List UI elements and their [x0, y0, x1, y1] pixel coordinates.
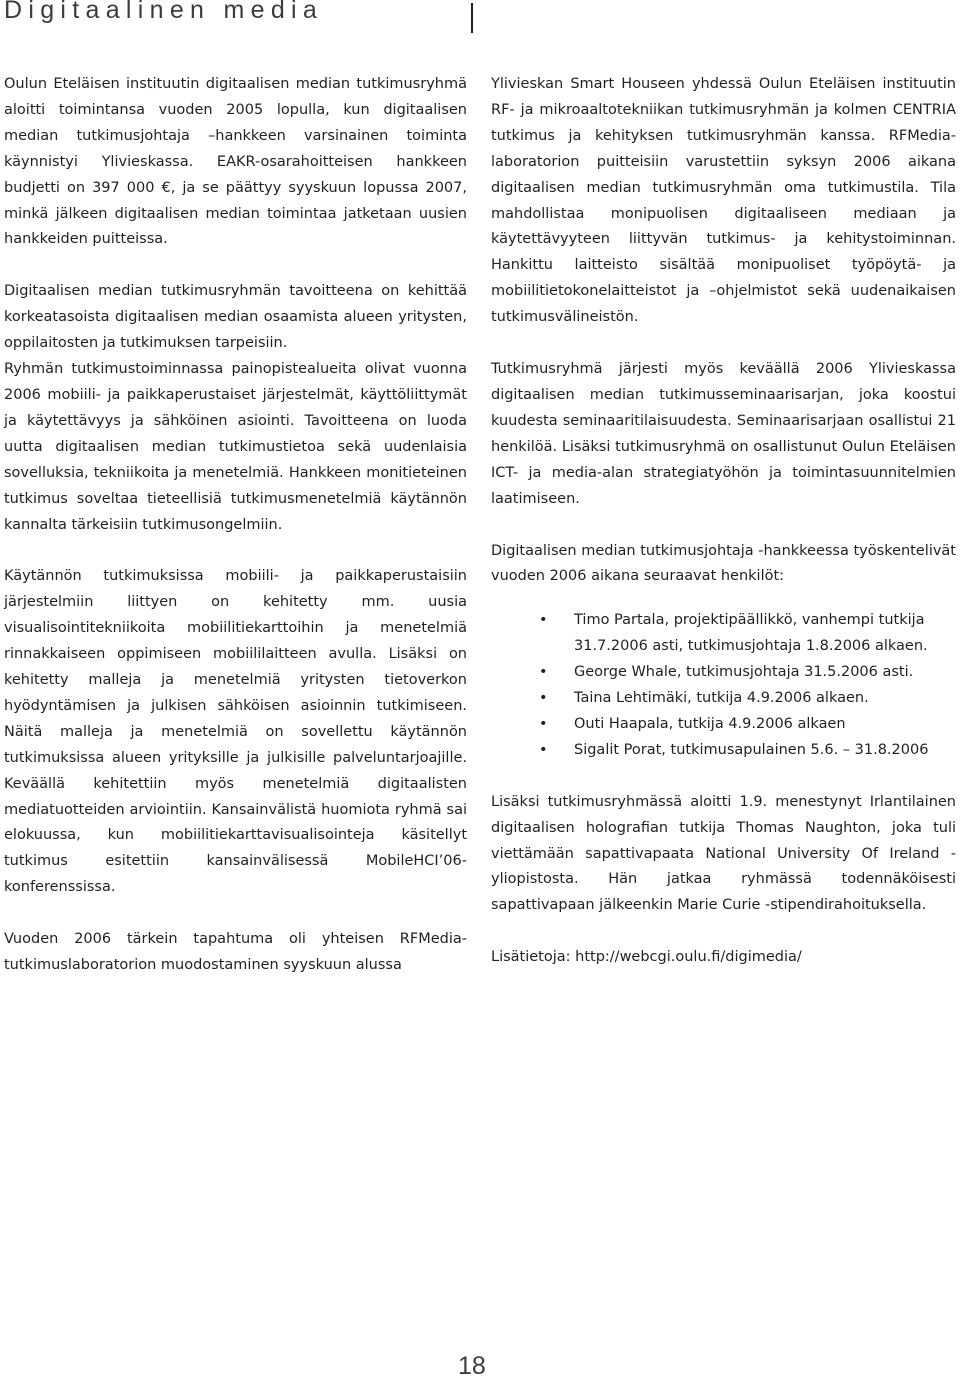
staff-entry: Timo Partala, projektipäällikkö, vanhempi tutkija 31.7.2006 asti, tutkimusjohtaja 1.8.2006 alkaen. — [574, 612, 928, 655]
staff-entry: Outi Haapala, tutkija 4.9.2006 alkaen — [574, 715, 846, 732]
page-title: Digitaalinen media — [4, 0, 324, 24]
page-number: 18 — [458, 1352, 486, 1380]
right-column — [491, 72, 956, 997]
practical-research-paragraph: Käytännön tutkimuksissa mobiili- ja paikkaperustaisiin järjestelmiin liittyen on kehitetty mm. uusia visualisointitekniikoita mobiilitiekarttoihin ja menetelmiä rinnakkaiseen oppimiseen mobiililaitteen avulla. Lisäksi on kehitetty malleja ja menetelmiä yritysten tietoverkon hyödyntämisen ja julkisen sähköisen asioinnin tutkimiseen. Näitä malleja ja menetelmiä on sovellettu käytännön tutkimuksissa alueen yrityksille ja julkisille palveluntarjoajille. Keväällä kehitettiin myös menetelmiä digitaalisten mediatuotteiden arviointiin. Kansainvälistä huomiota ryhmä sai elokuussa, kun mobiilitiekarttavisualisointeja käsitellyt tutkimus esitettiin kansainvälisessä MobileHCI’06-konferenssissa. — [4, 568, 467, 896]
list-item — [539, 712, 956, 738]
seminar-paragraph: Tutkimusryhmä järjesti myös keväällä 2006 Ylivieskassa digitaalisen median tutkimusseminaarisarjan, joka koostui kuudesta seminaaritilaisuudesta. Seminaarisarjaan osallistui 21 henkilöä. Lisäksi tutkimusryhmä on osallistunut Oulun Eteläisen ICT- ja media-alan strategiatyöhön ja toimintasuunnitelmien laatimiseen. — [491, 361, 956, 507]
staff-entry: Sigalit Porat, tutkimusapulainen 5.6. – 31.8.2006 — [574, 741, 929, 758]
staff-entry: Taina Lehtimäki, tutkija 4.9.2006 alkaen. — [574, 690, 869, 707]
list-item — [539, 686, 956, 712]
more-info-link[interactable]: Lisätietoja: http://webcgi.oulu.fi/digimedia/ — [491, 949, 802, 966]
staff-intro-paragraph: Digitaalisen median tutkimusjohtaja -hankkeessa työskentelivät vuoden 2006 aikana seuraavat henkilöt: — [491, 542, 956, 585]
bullet-icon: • — [539, 741, 548, 758]
left-column — [4, 72, 467, 1005]
bullet-icon: • — [539, 715, 548, 732]
goals-paragraph: Digitaalisen median tutkimusryhmän tavoitteena on kehittää korkeatasoista digitaalisen median osaamista alueen yritysten, oppilaitosten ja tutkimuksen tarpeisiin. — [4, 283, 467, 352]
list-item — [539, 738, 956, 764]
list-item — [539, 660, 956, 686]
visiting-researcher-paragraph: Lisäksi tutkimusryhmässä aloitti 1.9. menestynyt Irlantilainen digitaalisen holografian tutkija Thomas Naughton, joka tuli viettämään sapattivapaata National University Of Ireland -yliopistosta. Hän jatkaa ryhmässä todennäköisesti sapattivapaan jälkeenkin Marie Curie -stipendirahoituksella. — [491, 793, 956, 914]
bullet-icon: • — [539, 612, 548, 629]
staff-entry: George Whale, tutkimusjohtaja 31.5.2006 asti. — [574, 664, 914, 681]
header-divider — [471, 3, 473, 33]
rfmedia-paragraph-start: Vuoden 2006 tärkein tapahtuma oli yhteisen RFMedia-tutkimuslaboratorion muodostaminen syyskuun alussa — [4, 931, 467, 974]
rfmedia-paragraph-continued: Ylivieskan Smart Houseen yhdessä Oulun Eteläisen instituutin RF- ja mikroaaltotekniikan tutkimusryhmän ja kolmen CENTRIA tutkimus ja kehityksen tutkimusryhmän kanssa. RFMedia-laboratorion puitteisiin varustettiin syksyn 2006 aikana digitaalisen median tutkimusryhmän oma tutkimustila. Tila mahdollistaa monipuolisen digitaaliseen mediaan ja käytettävyyteen liittyvän tutkimus- ja kehitystoiminnan. Hankittu laitteisto sisältää monipuoliset työpöytä- ja mobiilitietokonelaitteistot ja –ohjelmistot sekä uudenaikaisen tutkimusvälineistön. — [491, 76, 956, 326]
bullet-icon: • — [539, 664, 548, 681]
intro-paragraph: Oulun Eteläisen instituutin digitaalisen median tutkimusryhmä aloitti toimintansa vuoden 2005 lopulla, kun digitaalisen median tutkimusjohtaja –hankkeen varsinainen toiminta käynnistyi Ylivieskassa. EAKR-osarahoitteisen hankkeen budjetti on 397 000 €, ja se päättyy syyskuun lopussa 2007, minkä jälkeen digitaalisen median toimintaa jatketaan uusien hankkeiden puitteissa. — [4, 76, 467, 248]
staff-list — [491, 608, 956, 763]
list-item — [539, 608, 956, 660]
bullet-icon: • — [539, 690, 548, 707]
focus-areas-paragraph: Ryhmän tutkimustoiminnassa painopistealueita olivat vuonna 2006 mobiili- ja paikkaperustaiset järjestelmät, käyttöliittymät ja käytettävyys ja sähköinen asiointi. Tavoitteena on luoda uutta digitaalisen median tutkimustietoa sekä uudenlaisia sovelluksia, tekniikoita ja menetelmiä. Hankkeen monitieteinen tutkimus soveltaa tieteellisiä tutkimusmenetelmiä käytännön kannalta tärkeisiin tutkimusongelmiin. — [4, 361, 467, 533]
